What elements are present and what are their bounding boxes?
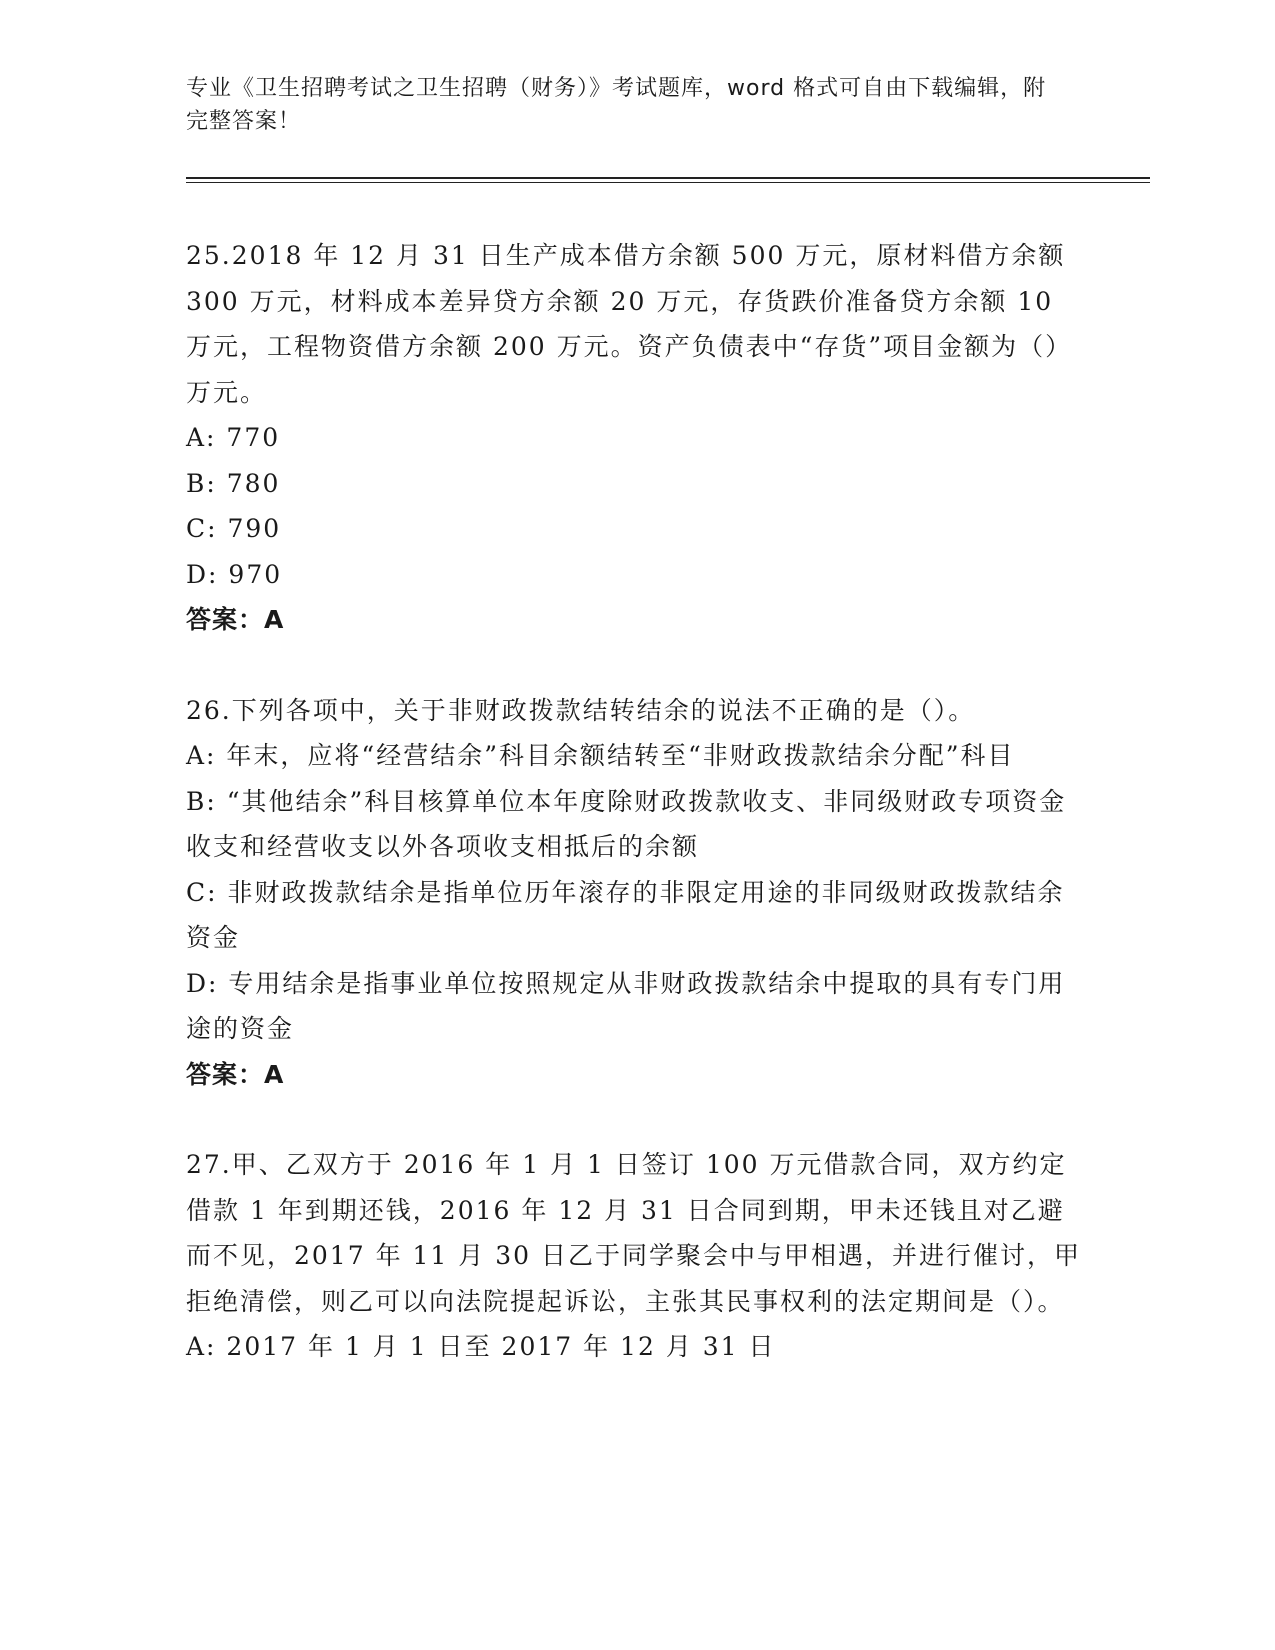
header-title: 专业《卫生招聘考试之卫生招聘（财务）》考试题库，word 格式可自由下载编辑，附完整答案！ (186, 76, 1047, 134)
option-a: A: 2017 年 1 月 1 日至 2017 年 12 月 31 日 (186, 1332, 776, 1361)
question-stem: 25.2018 年 12 月 31 日生产成本借方余额 500 万元，原材料借方余额 300 万元，材料成本差异贷方余额 20 万元，存货跌价准备贷方余额 10 万元，工程物资借方余额 200 万元。资产负债表中“存货”项目金额为（）万元。 (186, 241, 1073, 407)
question-26 (186, 688, 1086, 1098)
option-d: D: 970 (186, 559, 283, 589)
option-b: B: 780 (186, 468, 281, 498)
option-c: C: 790 (186, 514, 282, 543)
header-divider-thin (186, 182, 1150, 183)
document-header (186, 72, 1066, 138)
header-divider-thick (186, 177, 1150, 179)
answer: 答案：A (186, 1059, 285, 1089)
question-27 (186, 1142, 1086, 1370)
option-c: C: 非财政拨款结余是指单位历年滚存的非限定用途的非同级财政拨款结余资金 (186, 877, 1065, 952)
question-25 (186, 233, 1086, 643)
option-a: A: 770 (186, 423, 281, 452)
option-a: A: 年末，应将“经营结余”科目余额结转至“非财政拨款结余分配”科目 (186, 741, 1015, 770)
question-list (186, 233, 1086, 1415)
question-stem: 26.下列各项中，关于非财政拨款结转结余的说法不正确的是（）。 (186, 695, 976, 725)
option-d: D: 专用结余是指事业单位按照规定从非财政拨款结余中提取的具有专门用途的资金 (186, 968, 1066, 1043)
question-stem: 27.甲、乙双方于 2016 年 1 月 1 日签订 100 万元借款合同，双方约定借款 1 年到期还钱，2016 年 12 月 31 日合同到期，甲未还钱且对乙避而不见，2017 年 11 月 30 日乙于同学聚会中与甲相遇，并进行催讨，甲拒绝清偿，则乙可以向法院提起诉讼，主张其民事权利的法定期间是（）。 (186, 1150, 1081, 1316)
answer: 答案：A (186, 605, 285, 634)
option-b: B: “其他结余”科目核算单位本年度除财政拨款收支、非同级财政专项资金收支和经营收支以外各项收支相抵后的余额 (186, 786, 1067, 861)
